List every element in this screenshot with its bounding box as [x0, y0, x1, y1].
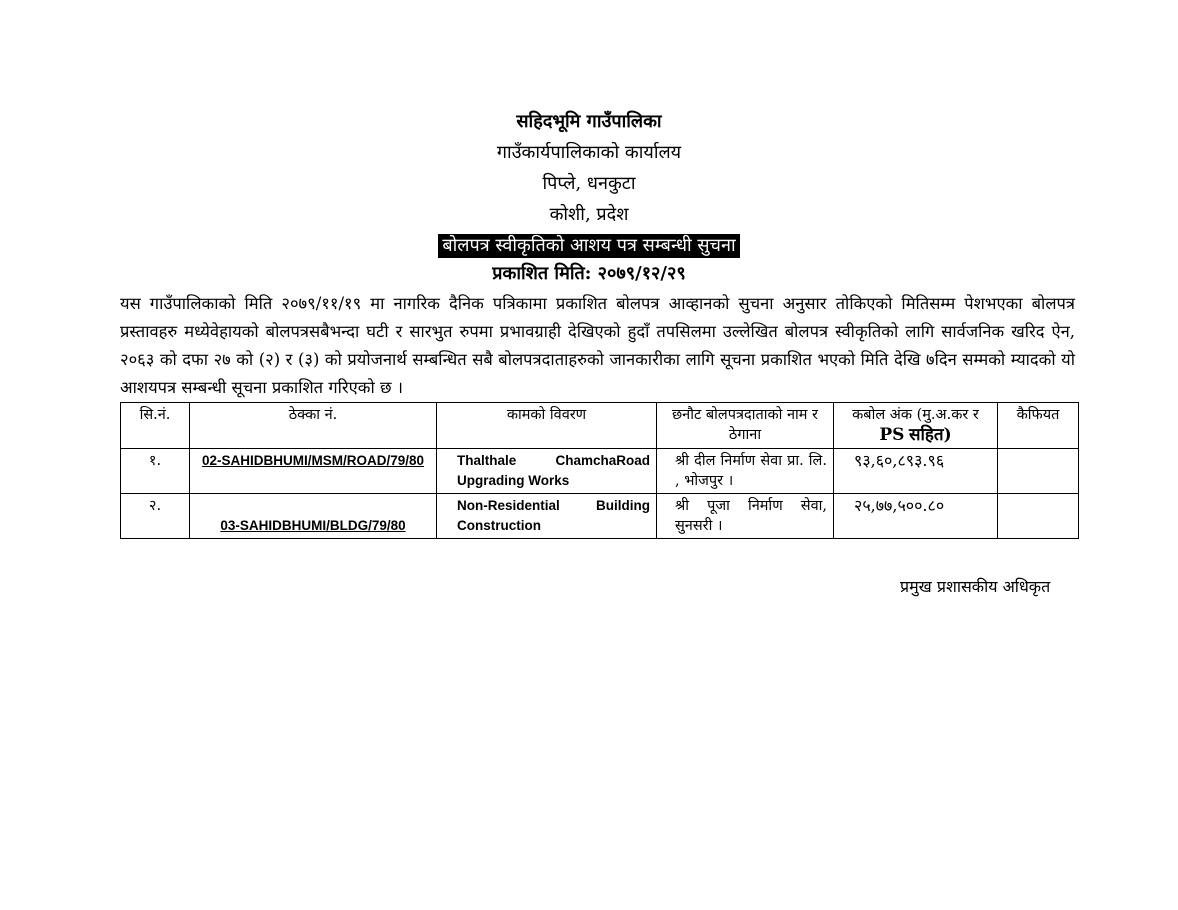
- signature-designation: प्रमुख प्रशासकीय अधिकृत: [900, 577, 1051, 596]
- notice-title: बोलपत्र स्वीकृतिको आशय पत्र सम्बन्धी सुचना: [438, 234, 739, 258]
- table-header-row: [121, 403, 1079, 449]
- table-row: [121, 494, 1079, 539]
- document-header: [0, 106, 1178, 288]
- header-remarks: कैफियत: [998, 403, 1079, 449]
- header-amount-prefix: कबोल अंक (मु.अ.कर र: [852, 407, 979, 423]
- published-date: प्रकाशित मिति: २०७९/१२/२९: [492, 263, 686, 284]
- municipality-name: सहिदभूमि गाउँपालिका: [516, 111, 662, 132]
- row-remarks: [998, 449, 1079, 494]
- row-contract-no: 02-SAHIDBHUMI/MSM/ROAD/79/80: [190, 449, 437, 494]
- row-sn: १.: [121, 449, 190, 494]
- header-amount-suffix: सहित): [909, 425, 952, 445]
- row-amount: ९३,६०,८९३.९६: [834, 449, 998, 494]
- notice-body-text: यस गाउँपालिकाको मिति २०७९/११/१९ मा नागरिक दैनिक पत्रिकामा प्रकाशित बोलपत्र आव्हानको सुचना अनुसार तोकिएको मितिसम्म पेशभएका बोलपत्र प्रस्तावहरु मध्येवेहायको बोलपत्रसबैभन्दा घटी र सारभुत रुपमा प्रभावग्राही देखिएको हुदाँ तपसिलमा उल्लेखित बोलपत्र स्वीकृतिको लागि सार्वजनिक खरिद ऐन, २०६३ को दफा २७ को (२) र (३) को प्रयोजनार्थ सम्बन्धित सबै बोलपत्रदाताहरुको जानकारीका लागि सूचना प्रकाशित भएको मिति देखि ७दिन सम्मको म्यादको यो आशयपत्र सम्बन्धी सूचना प्रकाशित गरिएको छ ।: [120, 294, 1075, 397]
- header-amount-ps: PS: [879, 425, 905, 445]
- header-contract-no: ठेक्का नं.: [190, 403, 437, 449]
- row-work-description: Non-Residential Building Construction: [437, 494, 657, 539]
- row-contract-no: 03-SAHIDBHUMI/BLDG/79/80: [190, 494, 437, 539]
- table-row: [121, 449, 1079, 494]
- header-sn: सि.नं.: [121, 403, 190, 449]
- row-bidder: श्री दील निर्माण सेवा प्रा. लि. , भोजपुर ।: [657, 449, 834, 494]
- row-work-description: Thalthale ChamchaRoad Upgrading Works: [437, 449, 657, 494]
- province-name: कोशी, प्रदेश: [549, 204, 629, 225]
- awarded-bids-table: [120, 402, 1079, 539]
- row-remarks: [998, 494, 1079, 539]
- header-work-description: कामको विवरण: [437, 403, 657, 449]
- header-bidder: छनौट बोलपत्रदाताको नाम र ठेगाना: [657, 403, 834, 449]
- row-amount: २५,७७,५००.८०: [834, 494, 998, 539]
- office-name: गाउँकार्यपालिकाको कार्यालय: [496, 142, 682, 163]
- office-address: पिप्ले, धनकुटा: [542, 173, 636, 194]
- row-sn: २.: [121, 494, 190, 539]
- header-amount: [834, 403, 998, 449]
- row-bidder: श्री पूजा निर्माण सेवा, सुनसरी ।: [657, 494, 834, 539]
